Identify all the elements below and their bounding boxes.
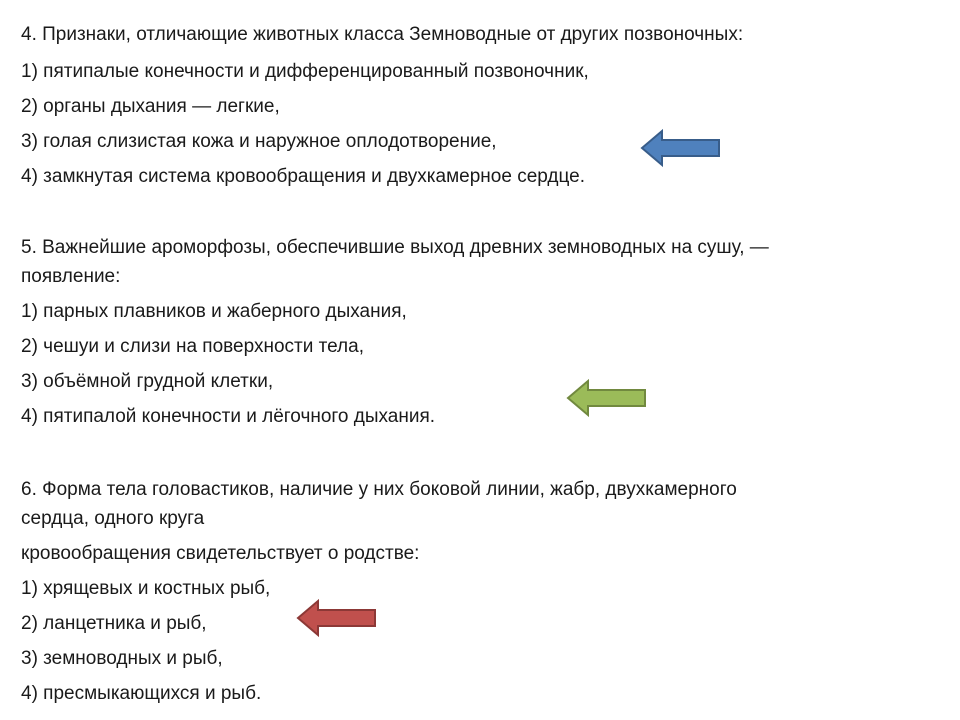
- question-5-option-1: 1) парных плавников и жаберного дыхания,: [21, 301, 407, 322]
- question-6-option-4: 4) пресмыкающихся и рыб.: [21, 683, 262, 704]
- question-5-title-line-2: появление:: [21, 266, 121, 287]
- question-6-option-3: 3) земноводных и рыб,: [21, 648, 223, 669]
- question-5-option-4: 4) пятипалой конечности и лёгочного дыхания.: [21, 406, 436, 427]
- question-5-option-3: 3) объёмной грудной клетки,: [21, 371, 274, 392]
- left-arrow-icon: [296, 598, 378, 638]
- question-5-title-line-1: 5. Важнейшие ароморфозы, обеспечившие выход древних земноводных на сушу, —: [21, 237, 769, 258]
- question-6-title-line-1: 6. Форма тела головастиков, наличие у них боковой линии, жабр, двухкамерного: [21, 479, 737, 500]
- question-4-option-1: 1) пятипалые конечности и дифференцированный позвоночник,: [21, 61, 589, 82]
- left-arrow-icon: [566, 378, 648, 418]
- question-4-title: 4. Признаки, отличающие животных класса Земноводные от других позвоночных:: [21, 24, 744, 45]
- left-arrow-icon: [640, 128, 722, 168]
- question-4-option-2: 2) органы дыхания — легкие,: [21, 96, 280, 117]
- question-4-option-3: 3) голая слизистая кожа и наружное оплодотворение,: [21, 131, 497, 152]
- question-6-option-2: 2) ланцетника и рыб,: [21, 613, 207, 634]
- question-5-option-2: 2) чешуи и слизи на поверхности тела,: [21, 336, 364, 357]
- question-6-title-line-2: сердца, одного круга: [21, 508, 205, 529]
- question-4-option-4: 4) замкнутая система кровообращения и двухкамерное сердце.: [21, 166, 586, 187]
- question-6-title-line-3: кровообращения свидетельствует о родстве:: [21, 543, 420, 564]
- question-6-option-1: 1) хрящевых и костных рыб,: [21, 578, 271, 599]
